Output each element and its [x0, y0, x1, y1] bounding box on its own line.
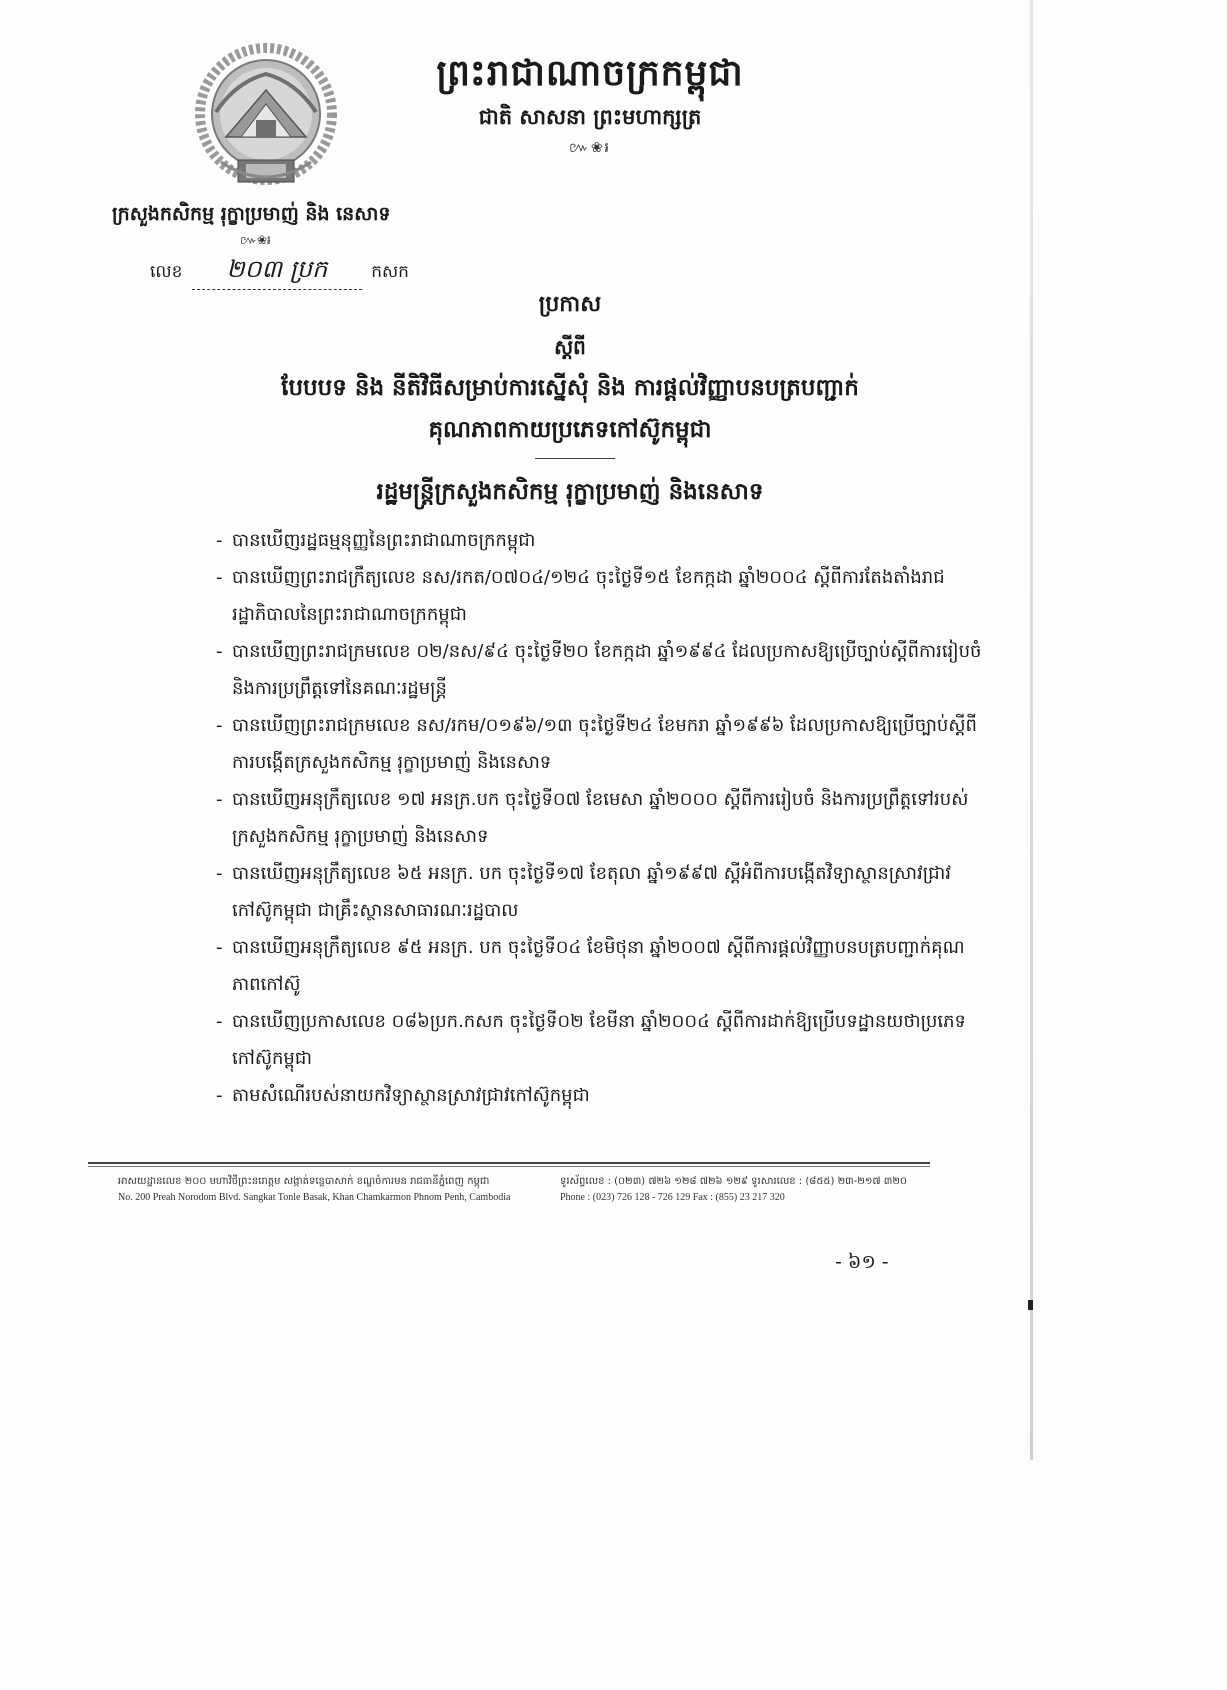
document-about: ស្តីពី: [554, 335, 586, 359]
reference-item: - តាមសំណើរបស់នាយកវិទ្យាស្ថានស្រាវជ្រាវកៅស៊ូកម្ពុជា: [216, 1085, 590, 1106]
footer-address-km: អាសយដ្ឋានលេខ ២០០ មហាវិថីព្រះនរោត្តម សង្កាត់ទន្លេបាសាក់ ខណ្ឌចំការមន រាជធានីភ្នំពេញ កម្ពុជា: [118, 1176, 490, 1187]
footer-address-en: No. 200 Preah Norodom Blvd. Sangkat Tonle Basak, Khan Chamkarmon Phnom Penh, Cambodia: [118, 1192, 511, 1203]
document-type: ប្រកាស: [538, 292, 602, 317]
national-emblem-icon: [186, 42, 346, 192]
scan-mark: [1028, 1300, 1033, 1310]
kingdom-title: ព្រះរាជាណាចក្រកម្ពុជា: [436, 53, 744, 94]
subject-line-1: បែបបទ និង នីតិវិធីសម្រាប់ការស្នើសុំ និង ការផ្តល់វិញ្ញាបនបត្របញ្ជាក់: [281, 375, 859, 401]
reference-item: - បានឃើញព្រះរាជក្រមលេខ ០២/នស/៩៤ ចុះថ្ងៃទី២០ ខែកក្កដា ឆ្នាំ១៩៩៤ ដែលប្រកាសឱ្យប្រើច្បាប់ស្តីពីការរៀបចំ និងការប្រព្រឹត្តទៅនៃគណៈរដ្ឋមន្ត្រី: [216, 641, 982, 699]
handwritten-ref-number: ២០៣ ប្រក: [192, 254, 362, 290]
reference-item: - បានឃើញអនុក្រឹត្យលេខ ១៧ អនក្រ.បក ចុះថ្ងៃទី០៧ ខែមេសា ឆ្នាំ២០០០ ស្តីពីការរៀបចំ និងការប្រព្រឹត្តទៅរបស់ក្រសួងកសិកម្ម រុក្ខាប្រមាញ់ និងនេសាទ: [216, 789, 969, 847]
header-ornament: ៚❀៛: [569, 140, 611, 156]
reference-item: - បានឃើញអនុក្រឹត្យលេខ ៦៥ អនក្រ. បក ចុះថ្ងៃទី១៧ ខែតុលា ឆ្នាំ១៩៩៧ ស្តីអំពីការបង្កើតវិទ្យាស្ថានស្រាវជ្រាវកៅស៊ូកម្ពុជា ជាគ្រឹះស្ថានសាធារណៈរដ្ឋបាល: [216, 863, 951, 921]
minister-heading: រដ្ឋមន្ត្រីក្រសួងកសិកម្ម រុក្ខាប្រមាញ់ និងនេសាទ: [376, 479, 764, 505]
footer-rule-thin: [88, 1166, 930, 1167]
reference-item: - បានឃើញព្រះរាជក្រឹត្យលេខ នស/រកត/០៧០៤/១២៤ ចុះថ្ងៃទី១៥ ខែកក្កដា ឆ្នាំ២០០៤ ស្តីពីការតែងតាំងរាជរដ្ឋាភិបាលនៃព្រះរាជាណាចក្រកម្ពុជា: [216, 567, 945, 625]
reference-item: - បានឃើញអនុក្រឹត្យលេខ ៩៥ អនក្រ. បក ចុះថ្ងៃទី០៤ ខែមិថុនា ឆ្នាំ២០០៧ ស្តីពីការផ្តល់វិញ្ញាបនបត្របញ្ជាក់គុណភាពកៅស៊ូ: [216, 937, 965, 995]
page-number: - ៦១ -: [835, 1251, 889, 1273]
ref-suffix: កសក: [371, 262, 409, 282]
subject-line-2: គុណភាពកាយប្រភេទកៅស៊ូកម្ពុជា: [428, 417, 712, 443]
references-list: [216, 522, 986, 1114]
national-motto: ជាតិ សាសនា ព្រះមហាក្សត្រ: [478, 105, 702, 129]
reference-item: - បានឃើញរដ្ឋធម្មនុញ្ញនៃព្រះរាជាណាចក្រកម្ពុជា: [216, 530, 536, 551]
footer-phone-km: ទូរស័ព្ទលេខ : (០២៣) ៧២៦ ១២៨ ៧២៦ ១២៩ ទូរសារលេខ : (៨៥៥) ២៣-២១៧ ៣២០: [560, 1176, 908, 1187]
ministry-name: ក្រសួងកសិកម្ម រុក្ខាប្រមាញ់ និង នេសាទ: [112, 203, 391, 225]
reference-number-line: [150, 254, 409, 290]
ref-prefix: លេខ: [150, 262, 183, 282]
ministry-ornament: ៚❀៛: [240, 233, 271, 247]
reference-item: - បានឃើញព្រះរាជក្រមលេខ នស/រកម/០១៩៦/១៣ ចុះថ្ងៃទី២៤ ខែមករា ឆ្នាំ១៩៩៦ ដែលប្រកាសឱ្យប្រើច្បាប់ស្តីពីការបង្កើតក្រសួងកសិកម្ម រុក្ខាប្រមាញ់ និងនេសាទ: [216, 715, 977, 773]
footer-rule: [88, 1162, 930, 1164]
footer-phone-en: Phone : (023) 726 128 - 726 129 Fax : (855) 23 217 320: [560, 1192, 785, 1203]
scan-edge: [1030, 0, 1033, 1460]
title-divider: [535, 458, 615, 459]
reference-item: - បានឃើញប្រកាសលេខ ០៨៦ប្រក.កសក ចុះថ្ងៃទី០២ ខែមីនា ឆ្នាំ២០០៤ ស្តីពីការដាក់ឱ្យប្រើបទដ្ឋានយថាប្រភេទកៅស៊ូកម្ពុជា: [216, 1011, 966, 1069]
